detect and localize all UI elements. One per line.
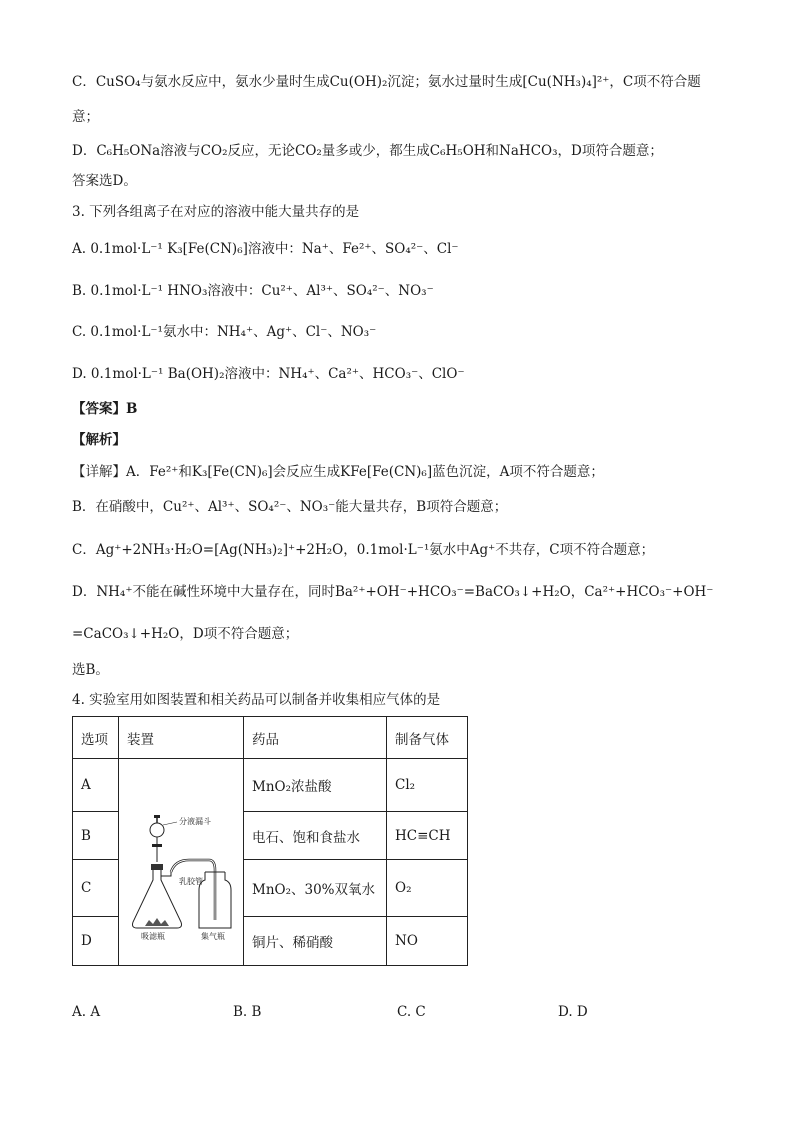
- apparatus-diagram: [119, 759, 244, 966]
- header-apparatus: 装置: [119, 717, 244, 759]
- row-b-reagents: 电石、饱和食盐水: [244, 812, 387, 860]
- q3-stem: 3. 下列各组离子在对应的溶液中能大量共存的是: [72, 204, 360, 220]
- row-c-option: C: [73, 860, 119, 917]
- row-a-gas: Cl₂: [387, 759, 468, 812]
- q3-option-d: D. 0.1mol·L⁻¹ Ba(OH)₂溶液中：NH₄⁺、Ca²⁺、HCO₃⁻、ClO⁻: [72, 366, 465, 382]
- table-row: [73, 759, 468, 812]
- q3-option-b: B. 0.1mol·L⁻¹ HNO₃溶液中：Cu²⁺、Al³⁺、SO₄²⁻、NO₃⁻: [72, 283, 434, 299]
- row-b-gas: HC≡CH: [387, 812, 468, 860]
- label-funnel: 分液漏斗: [179, 817, 211, 826]
- choice-a[interactable]: A. A: [72, 1004, 101, 1020]
- side-arm: [161, 872, 171, 876]
- detail-d-line1: D．NH₄⁺不能在碱性环境中大量存在，同时Ba²⁺+OH⁻+HCO₃⁻=BaCO₃↓+H₂O，Ca²⁺+HCO₃⁻+OH⁻: [72, 584, 714, 600]
- header-option: 选项: [73, 717, 119, 759]
- funnel-stopcock: [152, 844, 162, 847]
- funnel-bulb: [150, 823, 164, 837]
- detail-a: 【详解】A．Fe²⁺和K₃[Fe(CN)₆]会反应生成KFe[Fe(CN)₆]蓝色沉淀，A项不符合题意；: [72, 464, 604, 480]
- row-d-gas: NO: [387, 917, 468, 966]
- label-tube: 乳胶管: [179, 877, 203, 886]
- row-c-reagents: MnO₂、30%双氧水: [244, 860, 387, 917]
- row-d-option: D: [73, 917, 119, 966]
- apparatus-svg: [119, 780, 243, 940]
- detail-c: C．Ag⁺+2NH₃·H₂O=[Ag(NH₃)₂]⁺+2H₂O，0.1mol·L⁻¹氨水中Ag⁺不共存，C项不符合题意；: [72, 542, 655, 558]
- q4-table: [72, 716, 468, 966]
- prev-option-d: D．C₆H₅ONa溶液与CO₂反应，无论CO₂量多或少，都生成C₆H₅OH和NaHCO₃，D项符合题意；: [72, 143, 663, 159]
- table-header-row: [73, 717, 468, 759]
- q4-stem: 4. 实验室用如图装置和相关药品可以制备并收集相应气体的是: [72, 692, 441, 708]
- choice-c[interactable]: C. C: [397, 1004, 426, 1020]
- prev-answer: 答案选D。: [72, 173, 137, 189]
- row-a-option: A: [73, 759, 119, 812]
- header-reagents: 药品: [244, 717, 387, 759]
- row-d-reagents: 铜片、稀硝酸: [244, 917, 387, 966]
- detail-b: B．在硝酸中，Cu²⁺、Al³⁺、SO₄²⁻、NO₃⁻能大量共存，B项符合题意；: [72, 499, 508, 515]
- rubber-tube: [171, 860, 215, 920]
- q4-choices: [72, 1004, 632, 1024]
- choice-d[interactable]: D. D: [558, 1004, 588, 1020]
- row-c-gas: O₂: [387, 860, 468, 917]
- detail-d-line2: =CaCO₃↓+H₂O，D项不符合题意；: [72, 626, 299, 642]
- header-gas: 制备气体: [387, 717, 468, 759]
- solid-reagent: [145, 918, 169, 926]
- prev-option-c-line2: 意；: [72, 109, 99, 125]
- row-b-option: B: [73, 812, 119, 860]
- analysis-label: 【解析】: [72, 432, 126, 448]
- q3-option-a: A. 0.1mol·L⁻¹ K₃[Fe(CN)₆]溶液中：Na⁺、Fe²⁺、SO₄²⁻、Cl⁻: [72, 241, 459, 257]
- select-b: 选B。: [72, 662, 109, 678]
- label-flask: 吸滤瓶: [141, 932, 165, 940]
- q3-option-c: C. 0.1mol·L⁻¹氨水中：NH₄⁺、Ag⁺、Cl⁻、NO₃⁻: [72, 324, 377, 340]
- answer-label: 【答案】B: [72, 401, 138, 417]
- choice-b[interactable]: B. B: [233, 1004, 262, 1020]
- prev-option-c-line1: C．CuSO₄与氨水反应中，氨水少量时生成Cu(OH)₂沉淀；氨水过量时生成[Cu(NH₃)₄]²⁺，C项不符合题: [72, 74, 701, 90]
- label-bottle: 集气瓶: [201, 932, 225, 940]
- flask-stopper: [151, 864, 163, 870]
- row-a-reagents: MnO₂浓盐酸: [244, 759, 387, 812]
